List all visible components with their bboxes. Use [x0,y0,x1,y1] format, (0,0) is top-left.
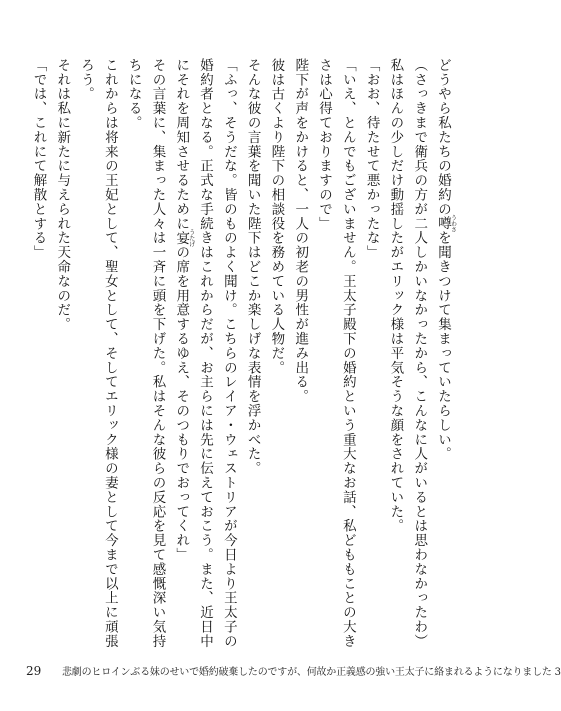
paragraph [168,58,239,650]
paragraph: 彼は古くより陛下の相談役を務めている人物だ。 [268,58,285,375]
paragraph: 「では、これにて解散とする」 [30,58,47,260]
paragraph-text: の席を用意するゆえ、そのつもりでおってくれ」 [173,245,190,563]
ruby-annotation [173,229,195,248]
ruby-base: 噂 [435,214,451,233]
paragraph: そんな彼の言葉を聞いた陛下はどこか楽しげな表情を浮かべた。 [244,58,261,476]
ruby-annotation [435,214,457,233]
paragraph: 「おお、待たせて悪かったな」 [363,58,380,260]
paragraph: その言葉に、集まった人々は一斉に頭を下げた。私はそんな彼らの反応を見て感慨深い気持ちになる。 [125,58,166,649]
paragraph [430,58,456,650]
paragraph-text: 「ふっ、そうだな。皆のものよく聞け。こちらのレイア・ウェストリアが今日より王太子の婚約者となる。正式な手続きはこれからだが、お主らには先に伝えておこう。また、近日中にそれを周知させるために [173,58,237,649]
ruby-reading: うたげ [187,229,195,248]
ruby-base: 宴 [173,229,190,248]
paragraph: （さっきまで衛兵の方が二人しかいなかったから、こんなに人がいるとは思わなかったわ） [411,58,428,649]
paragraph: 陛下が声をかけると、一人の初老の男性が進み出る。 [292,58,309,404]
page-number: 29 [26,664,42,678]
paragraph: それは私に新たに与えられた天命なのだ。 [54,58,71,332]
paragraph-text: を聞きつけて集まっていたらしい。 [435,230,451,462]
paragraph: 私はほんの少しだけ動揺したがエリック様は平気そうな顔をされていた。 [387,58,404,534]
paragraph: 「いえ、とんでもございません。王太子殿下の婚約という重大なお話、私どももことの大きさは心得ておりますので」 [316,58,356,649]
running-title: 悲劇のヒロインぶる妹のせいで婚約破棄したのですが、何故か正義感の強い王太子に絡まれるようになりました 3 [62,667,561,678]
vertical-text-body [30,58,457,650]
ruby-reading: うわさ [449,214,457,233]
paragraph: これからは将来の王妃として、聖女として、そしてエリック様の妻として今まで以上に頑張ろう。 [78,58,118,649]
paragraph-text: どうやら私たちの婚約の [435,58,451,217]
page-footer [26,662,561,680]
